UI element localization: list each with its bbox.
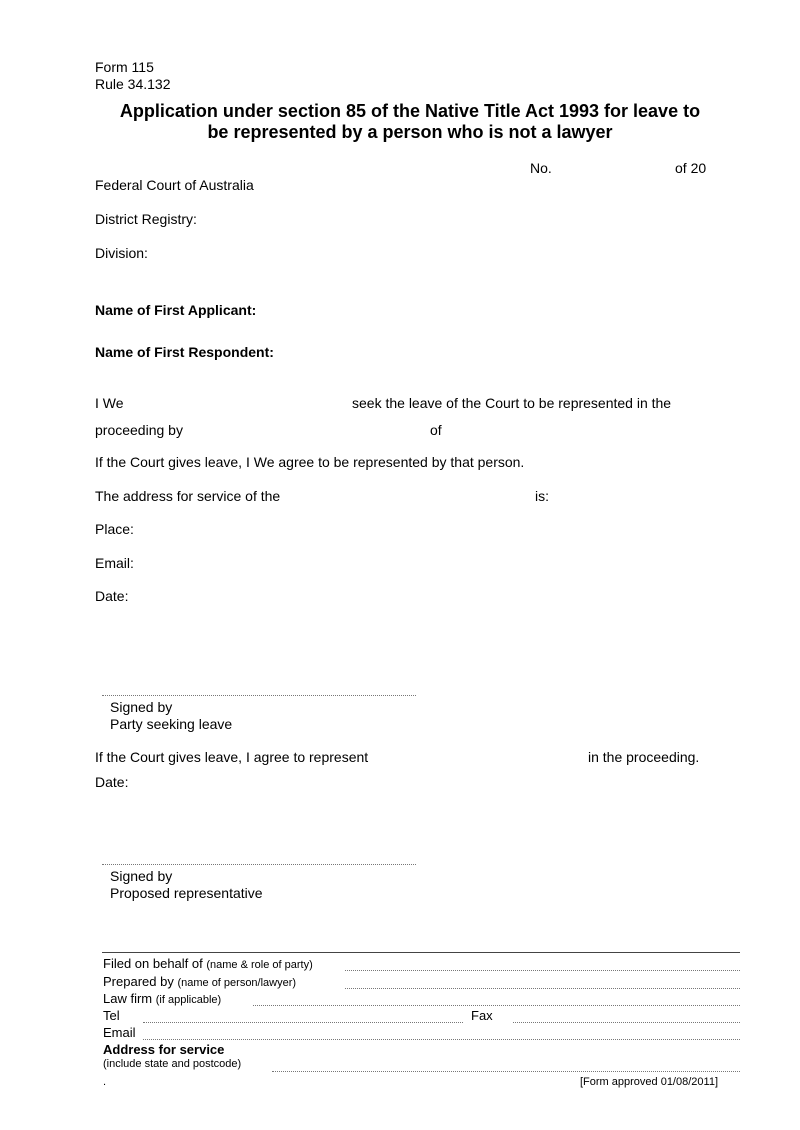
year-label: of 20 — [675, 160, 707, 176]
email-footer-label: Email — [103, 1025, 136, 1040]
rule-number: Rule 34.132 — [95, 76, 171, 92]
page-title — [80, 101, 740, 143]
agree-represent-text: If the Court gives leave, I agree to represent — [95, 749, 369, 765]
email-label: Email: — [95, 555, 134, 571]
law-firm-label — [103, 991, 221, 1006]
no-label: No. — [530, 160, 552, 176]
tel-field[interactable] — [143, 1022, 463, 1023]
law-firm-note: (if applicable) — [155, 994, 222, 1006]
first-applicant-label: Name of First Applicant: — [95, 302, 257, 318]
law-firm-text: Law firm — [103, 991, 153, 1006]
date-label: Date: — [95, 588, 129, 604]
filed-on-behalf-label — [103, 956, 313, 971]
party-seeking-leave-label: Party seeking leave — [110, 716, 233, 732]
proposed-representative-label: Proposed representative — [110, 885, 263, 901]
prepared-by-field[interactable] — [345, 988, 740, 989]
signature-line-party[interactable] — [102, 695, 416, 696]
signed-by-label-2: Signed by — [110, 868, 173, 884]
filed-on-behalf-field[interactable] — [345, 970, 740, 971]
of-text: of — [430, 422, 442, 438]
division-label: Division: — [95, 245, 148, 261]
form-approved-label: [Form approved 01/08/2011] — [580, 1076, 718, 1088]
filed-on-behalf-text: Filed on behalf of — [103, 956, 203, 971]
signed-by-label: Signed by — [110, 699, 173, 715]
form-number: Form 115 — [95, 59, 154, 75]
address-field[interactable] — [272, 1071, 740, 1072]
title-line-2: be represented by a person who is not a lawyer — [207, 122, 613, 142]
title-line-1: Application under section 85 of the Native Title Act 1993 for leave to — [119, 101, 701, 121]
is-text: is: — [535, 488, 549, 504]
prepared-by-label — [103, 974, 296, 989]
prepared-by-text: Prepared by — [103, 974, 174, 989]
i-we-text: I We — [95, 395, 124, 411]
place-label: Place: — [95, 521, 134, 537]
seek-leave-text: seek the leave of the Court to be represented in the — [352, 395, 672, 411]
signature-line-representative[interactable] — [102, 864, 416, 865]
proceeding-by-text: proceeding by — [95, 422, 183, 438]
fax-field[interactable] — [513, 1022, 740, 1023]
prepared-by-note: (name of person/lawyer) — [177, 977, 297, 989]
representative-date-label: Date: — [95, 774, 129, 790]
fax-label: Fax — [471, 1008, 493, 1023]
filed-on-behalf-note: (name & role of party) — [206, 959, 313, 971]
first-respondent-label: Name of First Respondent: — [95, 344, 274, 360]
footer-dot: . — [103, 1076, 107, 1088]
address-note: (include state and postcode) — [103, 1058, 242, 1070]
court-name: Federal Court of Australia — [95, 177, 254, 193]
tel-label: Tel — [103, 1008, 120, 1023]
law-firm-field[interactable] — [253, 1005, 740, 1006]
footer-divider — [102, 952, 740, 953]
agree-text: If the Court gives leave, I We agree to be represented by that person. — [95, 454, 525, 470]
in-proceeding-text: in the proceeding. — [588, 749, 700, 765]
address-for-service-text: The address for service of the — [95, 488, 281, 504]
district-registry-label: District Registry: — [95, 211, 197, 227]
address-for-service-label: Address for service — [103, 1042, 225, 1057]
email-footer-field[interactable] — [143, 1039, 740, 1040]
